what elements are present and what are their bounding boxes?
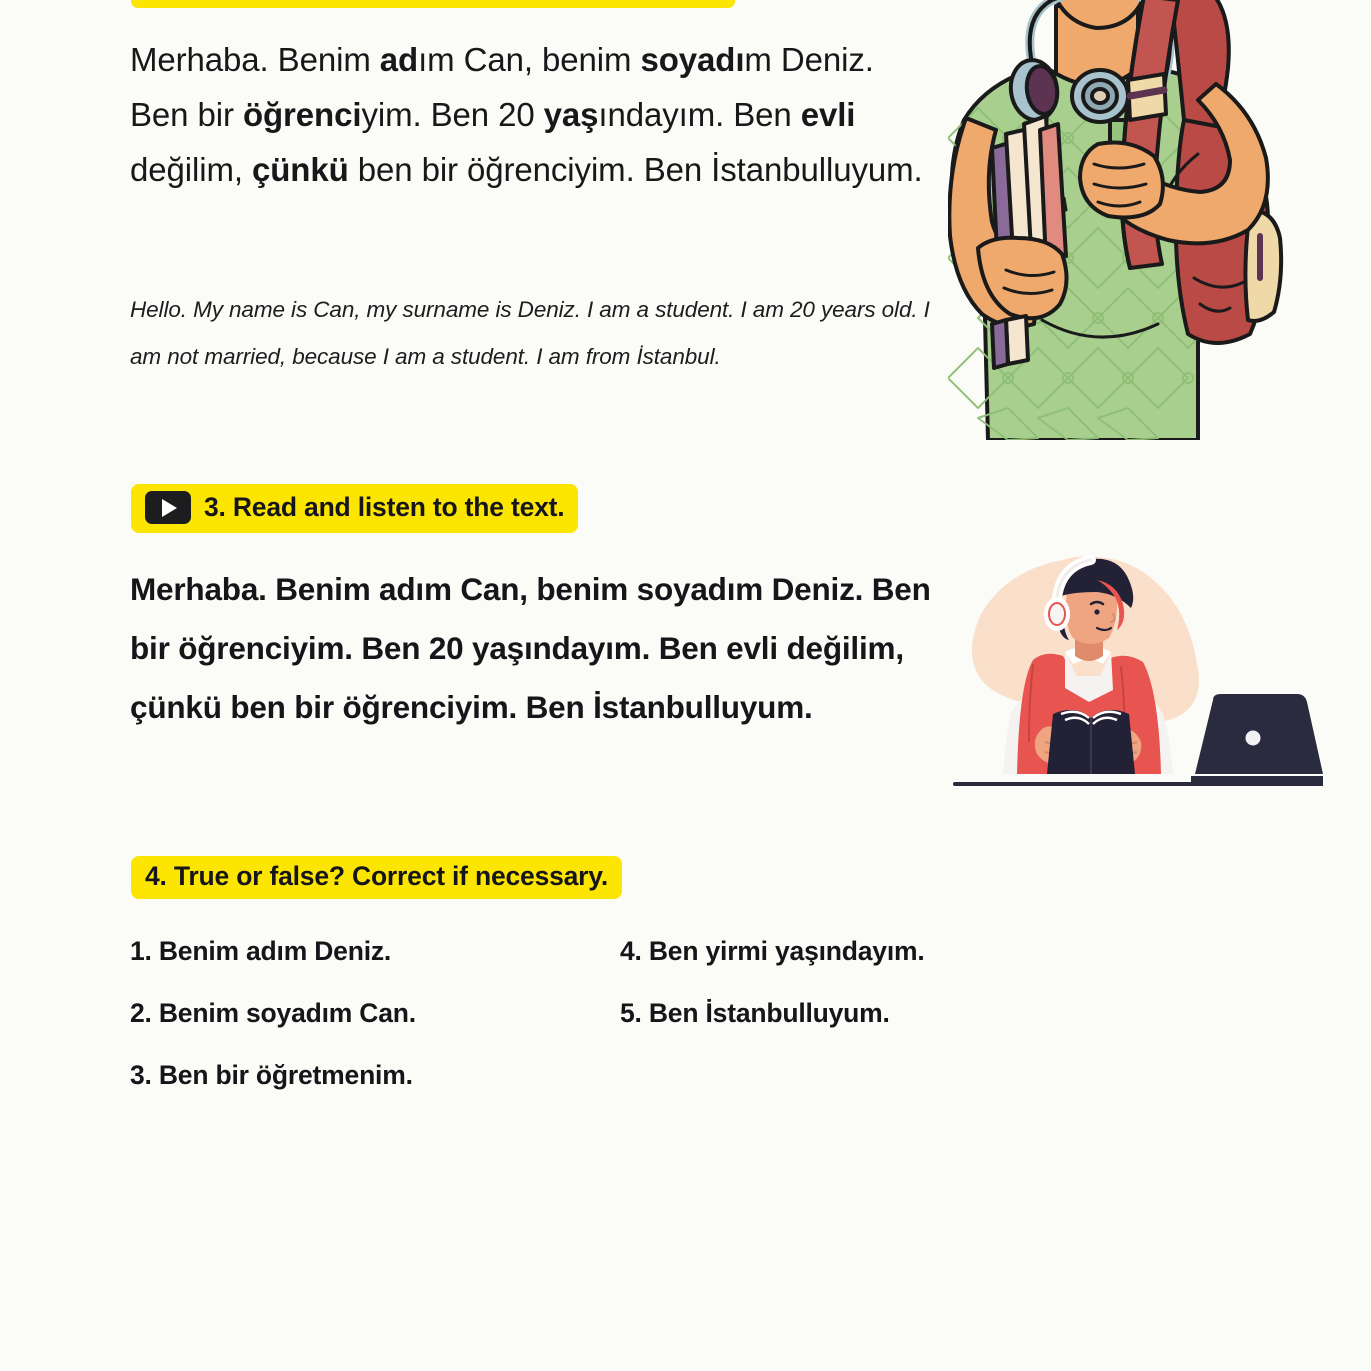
laptop-logo [1246, 731, 1261, 746]
person-reading-with-laptop-illustration [945, 552, 1323, 798]
section-3-heading[interactable] [131, 484, 578, 533]
true-false-list-left [130, 936, 416, 1122]
bold-word-yas: yaş [543, 96, 599, 133]
list-item[interactable]: 5. Ben İstanbulluyum. [620, 998, 890, 1028]
bold-word-ad: ad [379, 41, 419, 78]
cropped-heading-pill [131, 0, 735, 8]
list-item[interactable]: 2. Benim soyadım Can. [130, 998, 416, 1028]
play-icon[interactable] [145, 491, 191, 524]
bold-word-soyadi: soyadı [640, 41, 745, 78]
section-2-translation: Hello. My name is Can, my surname is Deniz. I am a student. I am 20 years old. I am not married, because I am a student. I am from İstanbul. [130, 297, 930, 369]
bold-word-ogrenci: öğrenci [242, 96, 362, 133]
section-3-heading-label: 3. Read and listen to the text. [204, 492, 565, 523]
section-3-paragraph: Merhaba. Benim adım Can, benim soyadım Deniz. Ben bir öğrenciyim. Ben 20 yaşındayım. Ben evli değilim, çünkü ben bir öğrenciyim. Ben İstanbulluyum. [130, 571, 931, 725]
section-4-heading-label: 4. True or false? Correct if necessary. [145, 861, 609, 891]
reader-svg [945, 552, 1323, 798]
student-svg [948, 0, 1320, 440]
bold-word-cunku: çünkü [251, 151, 349, 188]
section-4-heading [131, 856, 622, 899]
true-false-list-right [620, 936, 925, 1060]
section-2-paragraph: Merhaba. Benim adım Can, benim soyadım Deniz. Ben bir öğrenciyim. Ben 20 yaşındayım. Ben evli değilim, çünkü ben bir öğrenciyim. Ben İstanbulluyum. [130, 41, 923, 188]
list-item[interactable]: 3. Ben bir öğretmenim. [130, 1060, 413, 1090]
student-with-backpack-illustration [948, 0, 1320, 440]
list-item[interactable]: 4. Ben yirmi yaşındayım. [620, 936, 925, 966]
play-triangle [162, 499, 177, 517]
list-item[interactable]: 1. Benim adım Deniz. [130, 936, 392, 966]
bold-word-evli: evli [800, 96, 856, 133]
